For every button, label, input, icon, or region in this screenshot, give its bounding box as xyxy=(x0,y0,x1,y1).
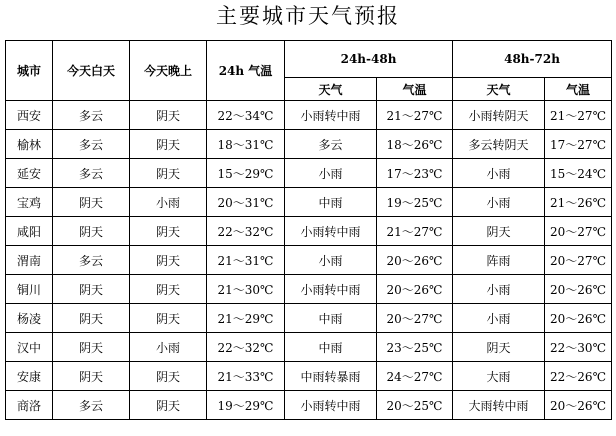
cell-city: 商洛 xyxy=(6,391,53,420)
page-title: 主要城市天气预报 xyxy=(216,4,400,28)
cell-weather-72h: 大雨转中雨 xyxy=(453,391,545,420)
cell-temp-48h: 20～26℃ xyxy=(377,246,453,275)
cell-temp-48h: 18～26℃ xyxy=(377,130,453,159)
cell-weather-72h: 阴天 xyxy=(453,217,545,246)
cell-temp-72h: 17～27℃ xyxy=(545,130,612,159)
cell-city: 安康 xyxy=(6,362,53,391)
cell-temp-24h: 21～29℃ xyxy=(207,304,285,333)
cell-weather-48h: 小雨转中雨 xyxy=(285,217,377,246)
cell-temp-48h: 23～25℃ xyxy=(377,333,453,362)
cell-today-day: 多云 xyxy=(53,391,130,420)
table-row xyxy=(6,159,612,188)
cell-weather-48h: 中雨 xyxy=(285,333,377,362)
cell-temp-72h: 20～27℃ xyxy=(545,217,612,246)
header-today-night: 今天晚上 xyxy=(130,41,207,101)
cell-weather-48h: 中雨 xyxy=(285,188,377,217)
cell-today-day: 多云 xyxy=(53,246,130,275)
cell-city: 汉中 xyxy=(6,333,53,362)
cell-today-day: 阴天 xyxy=(53,333,130,362)
cell-today-day: 多云 xyxy=(53,130,130,159)
table-row xyxy=(6,275,612,304)
cell-temp-24h: 15～29℃ xyxy=(207,159,285,188)
cell-temp-24h: 22～34℃ xyxy=(207,101,285,130)
cell-today-night: 阴天 xyxy=(130,246,207,275)
cell-weather-72h: 多云转阴天 xyxy=(453,130,545,159)
cell-weather-72h: 小雨转阴天 xyxy=(453,101,545,130)
cell-today-day: 阴天 xyxy=(53,217,130,246)
cell-temp-72h: 20～26℃ xyxy=(545,304,612,333)
table-row xyxy=(6,304,612,333)
table-row xyxy=(6,246,612,275)
cell-temp-48h: 21～27℃ xyxy=(377,101,453,130)
header-temp-24h: 24h 气温 xyxy=(207,41,285,101)
cell-weather-48h: 小雨 xyxy=(285,159,377,188)
cell-city: 杨凌 xyxy=(6,304,53,333)
cell-temp-48h: 21～27℃ xyxy=(377,217,453,246)
cell-temp-72h: 20～26℃ xyxy=(545,275,612,304)
cell-temp-24h: 22～32℃ xyxy=(207,333,285,362)
cell-weather-72h: 大雨 xyxy=(453,362,545,391)
cell-weather-72h: 小雨 xyxy=(453,275,545,304)
cell-temp-24h: 20～31℃ xyxy=(207,188,285,217)
table-row xyxy=(6,362,612,391)
cell-temp-48h: 20～25℃ xyxy=(377,391,453,420)
cell-today-day: 阴天 xyxy=(53,362,130,391)
cell-temp-48h: 24～27℃ xyxy=(377,362,453,391)
cell-temp-24h: 21～30℃ xyxy=(207,275,285,304)
forecast-table xyxy=(5,40,612,420)
cell-temp-24h: 21～31℃ xyxy=(207,246,285,275)
cell-weather-48h: 中雨转暴雨 xyxy=(285,362,377,391)
cell-weather-48h: 小雨转中雨 xyxy=(285,101,377,130)
cell-today-night: 阴天 xyxy=(130,304,207,333)
table-row xyxy=(6,130,612,159)
cell-today-night: 小雨 xyxy=(130,188,207,217)
header-period-72h: 48h-72h xyxy=(453,41,612,78)
header-today-day: 今天白天 xyxy=(53,41,130,101)
cell-temp-72h: 20～26℃ xyxy=(545,391,612,420)
cell-temp-24h: 22～32℃ xyxy=(207,217,285,246)
cell-today-day: 阴天 xyxy=(53,275,130,304)
cell-weather-72h: 小雨 xyxy=(453,188,545,217)
cell-today-night: 阴天 xyxy=(130,101,207,130)
cell-today-day: 多云 xyxy=(53,159,130,188)
cell-today-night: 阴天 xyxy=(130,159,207,188)
cell-weather-72h: 阵雨 xyxy=(453,246,545,275)
header-period-48h: 24h-48h xyxy=(285,41,453,78)
cell-weather-48h: 小雨 xyxy=(285,246,377,275)
cell-today-night: 阴天 xyxy=(130,217,207,246)
cell-weather-48h: 小雨转中雨 xyxy=(285,391,377,420)
table-row xyxy=(6,101,612,130)
cell-city: 咸阳 xyxy=(6,217,53,246)
cell-temp-48h: 17～23℃ xyxy=(377,159,453,188)
cell-temp-24h: 18～31℃ xyxy=(207,130,285,159)
cell-today-night: 阴天 xyxy=(130,130,207,159)
cell-temp-24h: 19～29℃ xyxy=(207,391,285,420)
cell-weather-72h: 小雨 xyxy=(453,159,545,188)
cell-today-night: 阴天 xyxy=(130,275,207,304)
cell-temp-72h: 21～27℃ xyxy=(545,101,612,130)
cell-today-day: 阴天 xyxy=(53,188,130,217)
header-weather-72h: 天气 xyxy=(453,78,545,101)
table-row xyxy=(6,217,612,246)
cell-city: 榆林 xyxy=(6,130,53,159)
cell-city: 铜川 xyxy=(6,275,53,304)
cell-temp-72h: 22～26℃ xyxy=(545,362,612,391)
header-temp-72h: 气温 xyxy=(545,78,612,101)
cell-temp-48h: 19～25℃ xyxy=(377,188,453,217)
cell-weather-48h: 中雨 xyxy=(285,304,377,333)
header-city: 城市 xyxy=(6,41,53,101)
cell-city: 渭南 xyxy=(6,246,53,275)
cell-weather-48h: 小雨转中雨 xyxy=(285,275,377,304)
header-temp-48h: 气温 xyxy=(377,78,453,101)
cell-temp-72h: 22～30℃ xyxy=(545,333,612,362)
cell-temp-24h: 21～33℃ xyxy=(207,362,285,391)
cell-today-night: 小雨 xyxy=(130,333,207,362)
cell-today-night: 阴天 xyxy=(130,391,207,420)
cell-temp-72h: 20～27℃ xyxy=(545,246,612,275)
cell-today-night: 阴天 xyxy=(130,362,207,391)
cell-temp-72h: 21～26℃ xyxy=(545,188,612,217)
cell-city: 宝鸡 xyxy=(6,188,53,217)
cell-temp-72h: 15～24℃ xyxy=(545,159,612,188)
cell-temp-48h: 20～27℃ xyxy=(377,304,453,333)
cell-temp-48h: 20～26℃ xyxy=(377,275,453,304)
cell-weather-72h: 阴天 xyxy=(453,333,545,362)
cell-today-day: 多云 xyxy=(53,101,130,130)
cell-city: 延安 xyxy=(6,159,53,188)
cell-today-day: 阴天 xyxy=(53,304,130,333)
table-row xyxy=(6,188,612,217)
cell-weather-72h: 小雨 xyxy=(453,304,545,333)
cell-city: 西安 xyxy=(6,101,53,130)
cell-weather-48h: 多云 xyxy=(285,130,377,159)
table-row xyxy=(6,333,612,362)
table-row xyxy=(6,391,612,420)
header-weather-48h: 天气 xyxy=(285,78,377,101)
